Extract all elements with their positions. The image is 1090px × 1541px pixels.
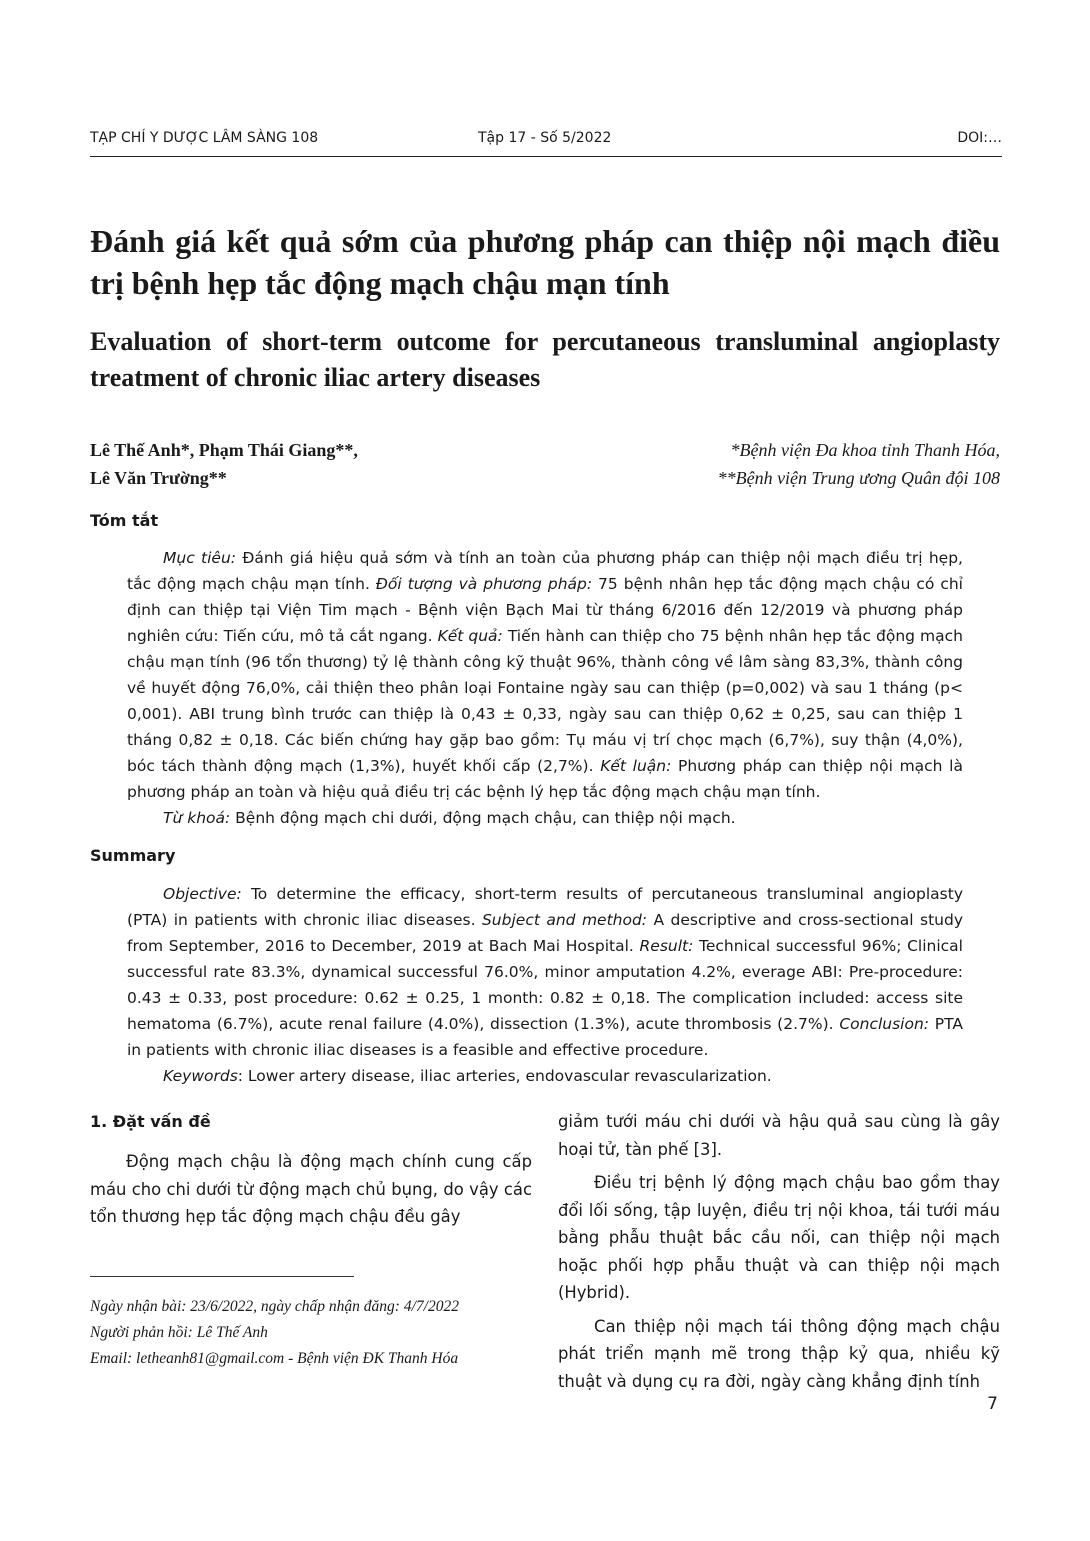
result-label: Kết quả: [437, 627, 503, 645]
author-line-1: Lê Thế Anh*, Phạm Thái Giang**, [90, 440, 358, 460]
abstract-vi [127, 545, 963, 831]
doi-label: DOI:… [957, 130, 1002, 146]
abstract-vi-heading: Tóm tắt [90, 511, 159, 530]
footnote-rule [90, 1276, 354, 1277]
contact-email: Email: letheanh81@gmail.com - Bệnh viện ĐK Thanh Hóa [90, 1350, 459, 1367]
conclusion-label: Kết luận: [600, 757, 672, 775]
objective-text: Đánh giá hiệu quả sớm và tính an toàn của phương pháp can thiệp nội mạch điều trị hẹp, tắc động mạch chậu mạn tính. [127, 549, 963, 593]
intro-paragraph-1: Động mạch chậu là động mạch chính cung cấp máu cho chi dưới từ động mạch chủ bụng, do vậy các tổn thương hẹp tắc động mạch chậu đều gây [90, 1152, 532, 1226]
affiliation-line-2: **Bệnh viện Trung ương Quân đội 108 [717, 468, 1000, 488]
author-block [90, 440, 1000, 500]
objective-text-en: To determine the efficacy, short-term results of percutaneous transluminal angioplasty (PTA) in patients with chronic iliac diseases. [127, 885, 963, 929]
objective-label-en: Objective: [163, 885, 242, 903]
method-label: Đối tượng và phương pháp: [375, 575, 593, 593]
running-header [90, 127, 1002, 157]
reviewer: Người phản hồi: Lê Thế Anh [90, 1324, 268, 1341]
objective-label: Mục tiêu: [163, 549, 237, 567]
page-number: 7 [987, 1394, 998, 1414]
method-label-en: Subject and method: [481, 911, 648, 929]
method-text-en: A descriptive and cross-sectional study from September, 2016 to December, 2019 at Bach Mai Hospital. [127, 911, 963, 955]
keywords-text-en: : Lower artery disease, iliac arteries, endovascular revascularization. [237, 1067, 772, 1085]
right-column [558, 1108, 1000, 1401]
title-vietnamese: Đánh giá kết quả sớm của phương pháp can thiệp nội mạch điều trị bệnh hẹp tắc động mạch chậu mạn tính [90, 223, 1000, 301]
intro-paragraph-1-continued: giảm tưới máu chi dưới và hậu quả sau cùng là gây hoại tử, tàn phế [3]. [558, 1112, 1000, 1159]
journal-name: TẠP CHÍ Y DƯỢC LÂM SÀNG 108 [90, 130, 319, 146]
received-date: Ngày nhận bài: 23/6/2022, ngày chấp nhận đăng: 4/7/2022 [90, 1298, 459, 1315]
abstract-en [127, 881, 963, 1089]
intro-paragraph-3: Can thiệp nội mạch tái thông động mạch chậu phát triển mạnh mẽ trong thập kỷ qua, nhiều kỹ thuật và dụng cụ ra đời, ngày càng khẳng định tính [558, 1316, 1000, 1391]
summary-heading: Summary [90, 846, 176, 865]
conclusion-label-en: Conclusion: [839, 1015, 930, 1033]
result-text-en: Technical successful 96%; Clinical successful rate 83.3%, dynamical successful 76.0%, minor amputation 4.2%, everage ABI: Pre-procedure: 0.43 ± 0.33, post procedure: 0.62 ± 0.25, 1 month: 0.82 ± 0,18. The complication included: access site hematoma (6.7%), acute renal failure (4.0%), dissection (1.3%), acute thrombosis (2.7%). [127, 937, 963, 1033]
section-1-heading: 1. Đặt vấn đề [90, 1112, 211, 1131]
keywords-text: Bệnh động mạch chi dưới, động mạch chậu, can thiệp nội mạch. [230, 809, 736, 827]
issue-number: Tập 17 - Số 5/2022 [478, 130, 612, 146]
result-text: Tiến hành can thiệp cho 75 bệnh nhân hẹp tắc động mạch chậu mạn tính (96 tổn thương) tỷ lệ thành công kỹ thuật 96%, thành công về lâm sàng 83,3%, thành công về huyết động 76,0%, cải thiện theo phân loại Fontaine ngày sau can thiệp (p=0,002) và sau 1 tháng (p< 0,001). ABI trung bình trước can thiệp là 0,43 ± 0,33, ngày sau can thiệp 0,62 ± 0,25, sau can thiệp 1 tháng 0,82 ± 0,18. Các biến chứng hay gặp bao gồm: Tụ máu vị trí chọc mạch (6,7%), suy thận (4,0%), bóc tách thành động mạch (1,3%), huyết khối cấp (2,7%). [127, 627, 963, 775]
keywords-label-en: Keywords [163, 1067, 238, 1085]
method-text: 75 bệnh nhân hẹp tắc động mạch chậu có chỉ định can thiệp tại Viện Tim mạch - Bệnh viện Bạch Mai từ tháng 6/2016 đến 12/2019 và phương pháp nghiên cứu: Tiến cứu, mô tả cắt ngang. [127, 575, 963, 645]
footnotes [90, 1294, 540, 1372]
conclusion-text: Phương pháp can thiệp nội mạch là phương pháp an toàn và hiệu quả điều trị các bệnh lý hẹp tắc động mạch chậu mạn tính. [127, 757, 963, 801]
author-line-2: Lê Văn Trường** [90, 468, 227, 488]
abstract-en-keywords [127, 1063, 963, 1089]
keywords-label: Từ khoá: [163, 809, 231, 827]
conclusion-text-en: PTA in patients with chronic iliac diseases is a feasible and effective procedure. [127, 1015, 963, 1059]
abstract-en-body [127, 881, 963, 1063]
left-column [90, 1148, 532, 1237]
abstract-vi-keywords [127, 805, 963, 831]
result-label-en: Result: [639, 937, 694, 955]
abstract-vi-body [127, 545, 963, 805]
intro-paragraph-2: Điều trị bệnh lý động mạch chậu bao gồm thay đổi lối sống, tập luyện, điều trị nội khoa, tái tưới máu bằng phẫu thuật bắc cầu nối, can thiệp nội mạch hoặc phối hợp phẫu thuật và can thiệp nội mạch (Hybrid). [558, 1173, 1000, 1302]
affiliation-line-1: *Bệnh viện Đa khoa tỉnh Thanh Hóa, [730, 440, 1000, 460]
title-english: Evaluation of short-term outcome for percutaneous transluminal angioplasty treatment of chronic iliac artery diseases [90, 327, 1000, 392]
